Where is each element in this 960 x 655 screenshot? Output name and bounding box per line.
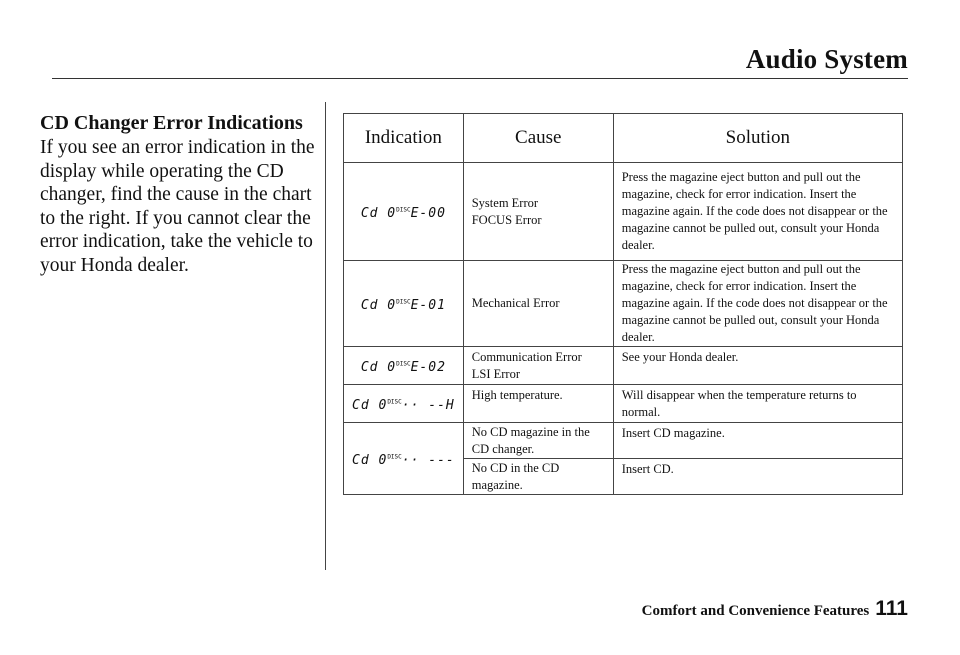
cause-cell: Mechanical Error <box>463 261 613 347</box>
page-header-title: Audio System <box>745 44 908 74</box>
column-header-cause: Cause <box>463 114 613 163</box>
footer-section-title: Comfort and Convenience Features <box>641 603 870 619</box>
page-number: 111 <box>875 597 908 620</box>
solution-cell: Insert CD magazine. <box>613 423 902 459</box>
cause-cell: No CD in the CD magazine. <box>463 459 613 495</box>
table-header-row <box>344 114 903 163</box>
header-rule <box>52 78 908 79</box>
solution-cell: Insert CD. <box>613 459 902 495</box>
table-row <box>344 347 903 385</box>
indication-cell <box>344 385 464 423</box>
column-header-solution: Solution <box>613 114 902 163</box>
lcd-indication: Cd $0^{DISC}\cdot\cdot$ --- <box>352 452 455 468</box>
error-indication-table <box>343 113 903 495</box>
solution-cell: Press the magazine eject button and pull out the magazine, check for error indication. Insert the magazine again. If the code does not disappear or the magazine cannot be pulled out, consult your Honda dealer. <box>613 163 902 261</box>
lcd-indication: Cd $0^{DISC}E-02$ <box>360 359 446 375</box>
table-row <box>344 261 903 347</box>
column-header-indication: Indication <box>344 114 464 163</box>
table-row <box>344 385 903 423</box>
solution-cell: Press the magazine eject button and pull out the magazine, check for error indication. Insert the magazine again. If the code does not disappear or the magazine cannot be pulled out, consult your Honda dealer. <box>613 261 902 347</box>
indication-cell <box>344 163 464 261</box>
cause-cell: System Error FOCUS Error <box>463 163 613 261</box>
indication-cell <box>344 347 464 385</box>
page-footer <box>642 597 908 621</box>
section-heading: CD Changer Error Indications <box>40 112 303 134</box>
lcd-indication: Cd $0^{DISC}\cdot\cdot --H$ <box>352 397 455 413</box>
indication-cell <box>344 423 464 495</box>
table-row <box>344 423 903 459</box>
cause-cell: No CD magazine in the CD changer. <box>463 423 613 459</box>
lcd-indication: Cd $0^{DISC}E-00$ <box>360 205 446 221</box>
cause-cell: High temperature. <box>463 385 613 423</box>
solution-cell: See your Honda dealer. <box>613 347 902 385</box>
table-row <box>344 163 903 261</box>
indication-cell <box>344 261 464 347</box>
solution-cell: Will disappear when the temperature returns to normal. <box>613 385 902 423</box>
cause-cell: Communication Error LSI Error <box>463 347 613 385</box>
column-divider <box>325 102 326 570</box>
lcd-indication: Cd $0^{DISC}E-01$ <box>360 297 446 313</box>
section-body: If you see an error indication in the display while operating the CD changer, find the cause in the chart to the right. If you cannot clear the error indication, take the vehicle to your Honda dealer. <box>40 137 315 276</box>
